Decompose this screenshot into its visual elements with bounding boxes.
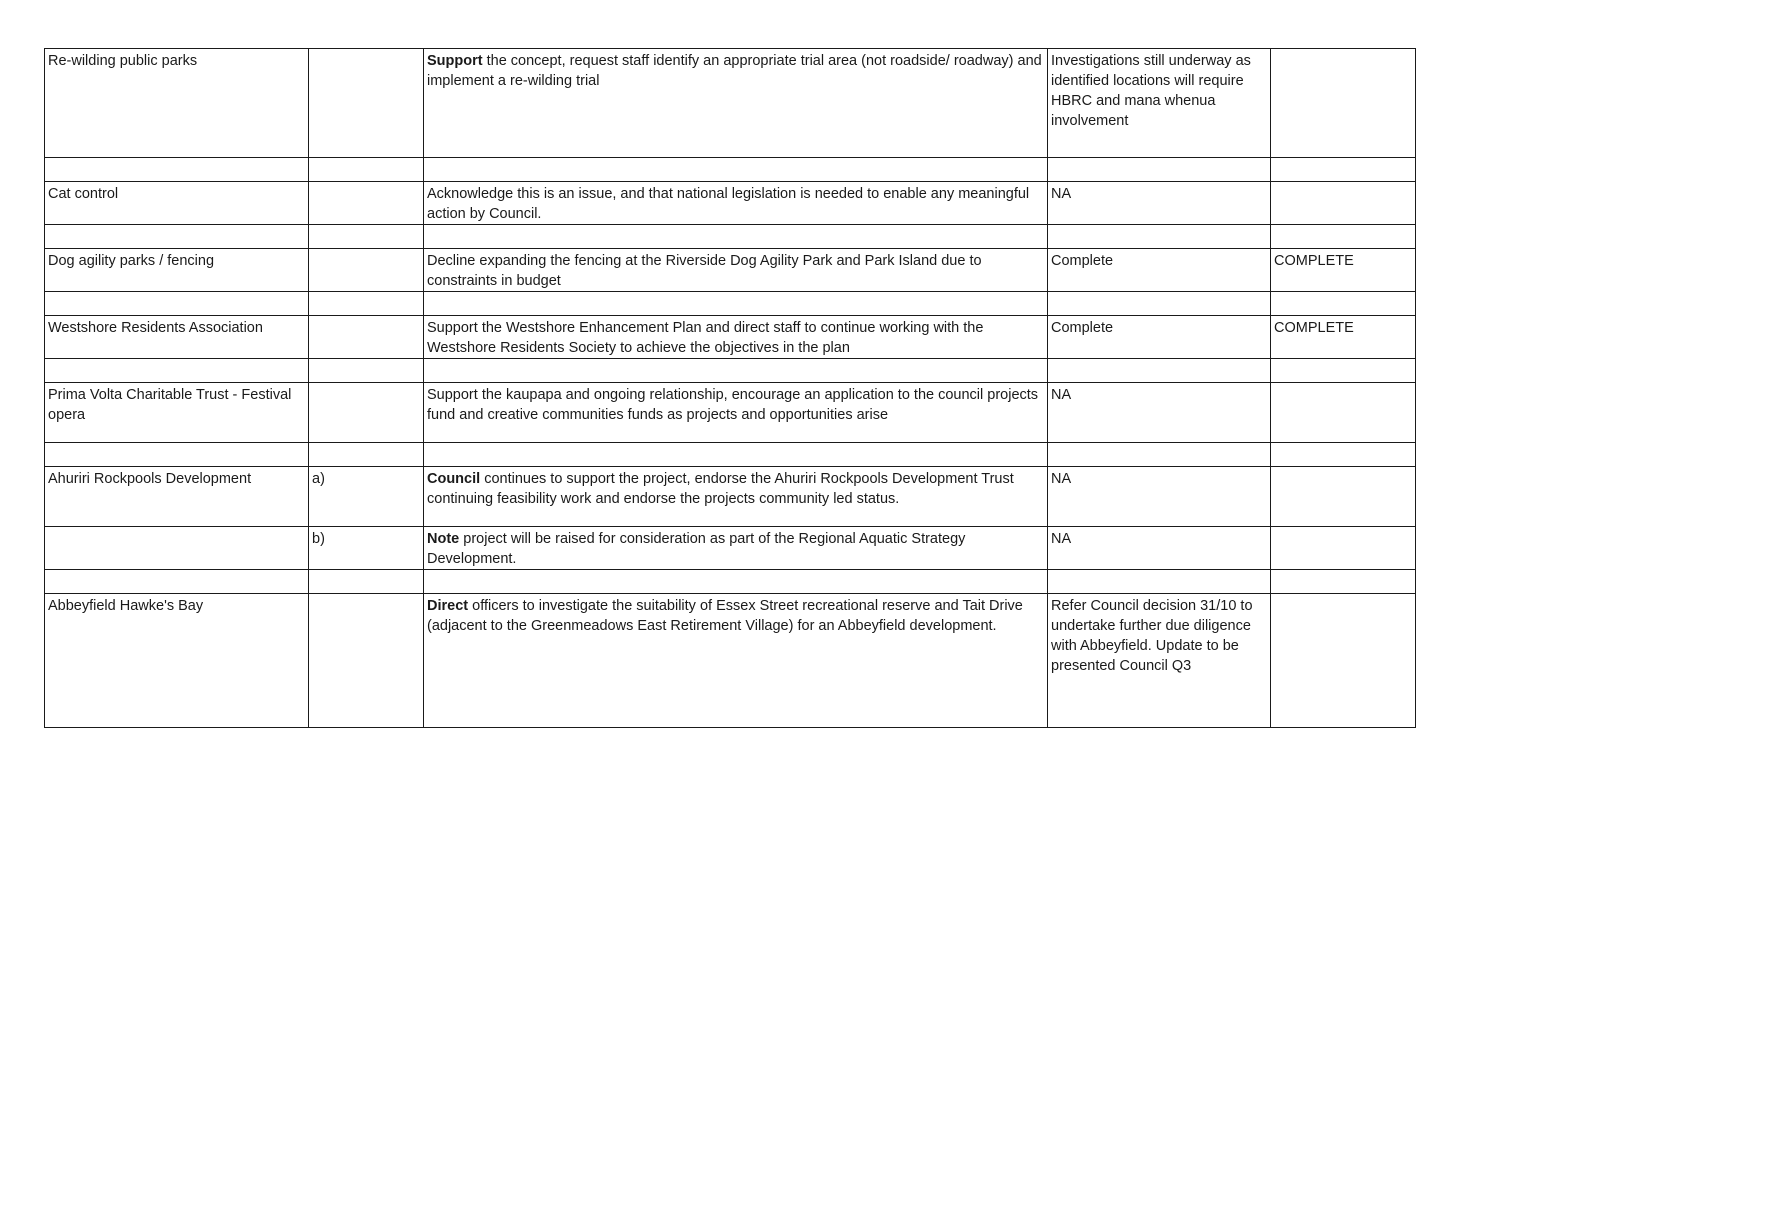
empty-cell	[1048, 292, 1271, 316]
status-cell	[1271, 182, 1416, 225]
resolution-cell	[424, 467, 1048, 527]
resolution-lead-word: Direct	[427, 598, 469, 614]
update-cell: NA	[1048, 467, 1271, 527]
resolution-text: officers to investigate the suitability of Essex Street recreational reserve and Tait Drive (adjacent to the Greenmeadows East Retirement Village) for an Abbeyfield development.	[427, 598, 1023, 634]
empty-cell	[309, 292, 424, 316]
table-row	[45, 527, 1416, 570]
resolution-lead-word: Support	[427, 53, 483, 69]
status-cell	[1271, 383, 1416, 443]
ref-cell	[309, 49, 424, 158]
update-cell: NA	[1048, 527, 1271, 570]
empty-cell	[424, 225, 1048, 249]
topic-cell: Ahuriri Rockpools Development	[45, 467, 309, 527]
table-row	[45, 316, 1416, 359]
table-row	[45, 594, 1416, 728]
ref-cell	[309, 383, 424, 443]
resolution-text: Acknowledge this is an issue, and that national legislation is needed to enable any meaningful action by Council.	[427, 186, 1030, 222]
empty-cell	[309, 570, 424, 594]
empty-cell	[45, 292, 309, 316]
resolution-cell	[424, 594, 1048, 728]
empty-cell	[424, 158, 1048, 182]
status-cell	[1271, 467, 1416, 527]
resolution-text: Support the Westshore Enhancement Plan and direct staff to continue working with the Westshore Residents Society to achieve the objectives in the plan	[427, 320, 984, 356]
resolutions-table-body	[45, 49, 1416, 728]
topic-cell: Prima Volta Charitable Trust - Festival opera	[45, 383, 309, 443]
empty-cell	[309, 443, 424, 467]
empty-cell	[1271, 570, 1416, 594]
table-row	[45, 49, 1416, 158]
update-cell: Refer Council decision 31/10 to undertake further due diligence with Abbeyfield. Update to be presented Council Q3	[1048, 594, 1271, 728]
resolution-lead-word: Council	[427, 471, 481, 487]
empty-cell	[45, 443, 309, 467]
resolution-text: project will be raised for consideration as part of the Regional Aquatic Strategy Development.	[427, 531, 966, 567]
resolution-text: the concept, request staff identify an appropriate trial area (not roadside/ roadway) and implement a re-wilding trial	[427, 53, 1042, 89]
spacer-row	[45, 359, 1416, 383]
spacer-row	[45, 443, 1416, 467]
empty-cell	[424, 570, 1048, 594]
empty-cell	[309, 158, 424, 182]
empty-cell	[309, 225, 424, 249]
empty-cell	[1271, 225, 1416, 249]
empty-cell	[1048, 158, 1271, 182]
empty-cell	[424, 359, 1048, 383]
resolution-text: Decline expanding the fencing at the Riverside Dog Agility Park and Park Island due to constraints in budget	[427, 253, 982, 289]
status-cell: COMPLETE	[1271, 249, 1416, 292]
table-row	[45, 383, 1416, 443]
empty-cell	[424, 443, 1048, 467]
resolution-lead-word: Note	[427, 531, 460, 547]
table-row	[45, 249, 1416, 292]
resolution-cell	[424, 182, 1048, 225]
empty-cell	[1048, 225, 1271, 249]
update-cell: Complete	[1048, 249, 1271, 292]
topic-cell: Westshore Residents Association	[45, 316, 309, 359]
resolution-cell	[424, 383, 1048, 443]
update-cell: Complete	[1048, 316, 1271, 359]
resolution-text: Support the kaupapa and ongoing relationship, encourage an application to the council projects fund and creative communities funds as projects and opportunities arise	[427, 387, 1039, 423]
ref-cell	[309, 594, 424, 728]
topic-cell: Abbeyfield Hawke's Bay	[45, 594, 309, 728]
empty-cell	[45, 359, 309, 383]
ref-cell	[309, 316, 424, 359]
empty-cell	[309, 359, 424, 383]
empty-cell	[45, 158, 309, 182]
topic-cell: Cat control	[45, 182, 309, 225]
status-cell	[1271, 527, 1416, 570]
topic-cell	[45, 527, 309, 570]
spacer-row	[45, 225, 1416, 249]
ref-cell	[309, 182, 424, 225]
empty-cell	[1271, 443, 1416, 467]
resolution-cell	[424, 49, 1048, 158]
resolution-cell	[424, 249, 1048, 292]
empty-cell	[1271, 292, 1416, 316]
topic-cell: Re-wilding public parks	[45, 49, 309, 158]
table-row	[45, 182, 1416, 225]
spacer-row	[45, 158, 1416, 182]
empty-cell	[1048, 359, 1271, 383]
update-cell: Investigations still underway as identified locations will require HBRC and mana whenua involvement	[1048, 49, 1271, 158]
status-cell	[1271, 49, 1416, 158]
empty-cell	[1271, 359, 1416, 383]
empty-cell	[45, 225, 309, 249]
empty-cell	[1048, 570, 1271, 594]
update-cell: NA	[1048, 182, 1271, 225]
ref-cell	[309, 249, 424, 292]
ref-cell: b)	[309, 527, 424, 570]
status-cell	[1271, 594, 1416, 728]
empty-cell	[1048, 443, 1271, 467]
empty-cell	[424, 292, 1048, 316]
empty-cell	[45, 570, 309, 594]
empty-cell	[1271, 158, 1416, 182]
status-cell: COMPLETE	[1271, 316, 1416, 359]
spacer-row	[45, 570, 1416, 594]
update-cell: NA	[1048, 383, 1271, 443]
resolution-text: continues to support the project, endorse the Ahuriri Rockpools Development Trust continuing feasibility work and endorse the projects community led status.	[427, 471, 1014, 507]
resolution-cell	[424, 527, 1048, 570]
ref-cell: a)	[309, 467, 424, 527]
spacer-row	[45, 292, 1416, 316]
resolutions-table	[44, 48, 1416, 728]
resolution-cell	[424, 316, 1048, 359]
table-row	[45, 467, 1416, 527]
topic-cell: Dog agility parks / fencing	[45, 249, 309, 292]
